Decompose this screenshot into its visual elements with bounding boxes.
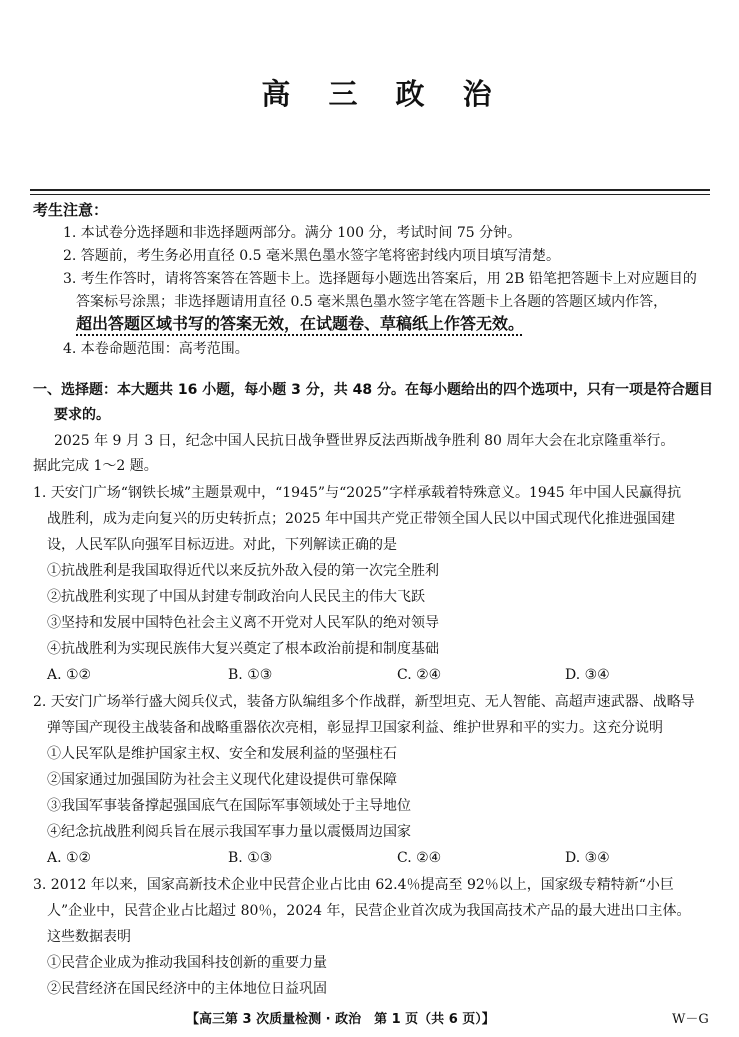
question-1-option-b[interactable]: B. ①③ <box>228 667 273 683</box>
question-2-option-a[interactable]: A. ①② <box>47 850 92 866</box>
section-intro-cont: 据此完成 1～2 题。 <box>33 458 158 474</box>
question-2-statement: ①人民军队是维护国家主权、安全和发展利益的坚强柱石 <box>47 746 397 762</box>
question-1-statement: ④抗战胜利为实现民族伟大复兴奠定了根本政治前提和制度基础 <box>47 641 439 657</box>
question-1-option-d[interactable]: D. ③④ <box>565 667 610 683</box>
section-heading: 一、选择题：本大题共 16 小题，每小题 3 分，共 48 分。在每小题给出的四个选项中，只有一项是符合题目 <box>33 382 713 398</box>
question-2-statement: ④纪念抗战胜利阅兵旨在展示我国军事力量以震慑周边国家 <box>47 824 411 840</box>
question-3-stem: 这些数据表明 <box>47 929 131 945</box>
note-emphasis: 超出答题区域书写的答案无效，在试题卷、草稿纸上作答无效。 <box>76 314 525 333</box>
header-rule <box>30 189 710 191</box>
question-3-stem: 人”企业中，民营企业占比超过 80％，2024 年，民营企业首次成为我国高技术产品的最大进出口主体。 <box>47 903 691 919</box>
note-item: 答案标号涂黑；非选择题请用直径 0.5 毫米黑色墨水签字笔在答题卡上各题的答题区域内作答， <box>76 294 668 310</box>
page-footer: 【高三第 3 次质量检测 · 政治 第 1 页（共 6 页）】 <box>186 1012 495 1027</box>
question-2-option-d[interactable]: D. ③④ <box>565 850 610 866</box>
question-1-statement: ③坚持和发展中国特色社会主义离不开党对人民军队的绝对领导 <box>47 615 439 631</box>
page-title: 高 三 政 治 <box>261 77 506 111</box>
notes-heading: 考生注意： <box>33 201 109 219</box>
section-intro: 2025 年 9 月 3 日，纪念中国人民抗日战争暨世界反法西斯战争胜利 80 周年大会在北京隆重举行。 <box>54 433 675 449</box>
question-1-option-c[interactable]: C. ②④ <box>397 667 442 683</box>
paper-code: W－G <box>672 1012 709 1027</box>
question-2-statement: ②国家通过加强国防为社会主义现代化建设提供可靠保障 <box>47 772 397 788</box>
note-item: 2. 答题前，考生务必用直径 0.5 毫米黑色墨水签字笔将密封线内项目填写清楚。 <box>63 248 560 264</box>
note-item: 4. 本卷命题范围：高考范围。 <box>63 341 249 357</box>
question-2-option-c[interactable]: C. ②④ <box>397 850 442 866</box>
note-item: 1. 本试卷分选择题和非选择题两部分。满分 100 分，考试时间 75 分钟。 <box>63 225 522 241</box>
question-1-stem: 1. 天安门广场“钢铁长城”主题景观中，“1945”与“2025”字样承载着特殊意义。1945 年中国人民赢得抗 <box>33 485 682 501</box>
question-2-statement: ③我国军事装备撑起强国底气在国际军事领域处于主导地位 <box>47 798 411 814</box>
question-1-statement: ②抗战胜利实现了中国从封建专制政治向人民民主的伟大飞跃 <box>47 589 425 605</box>
header-rule-thin <box>30 194 710 195</box>
question-1-option-a[interactable]: A. ①② <box>47 667 92 683</box>
question-2-option-b[interactable]: B. ①③ <box>228 850 273 866</box>
question-1-stem: 战胜利，成为走向复兴的历史转折点；2025 年中国共产党正带领全国人民以中国式现代化推进强国建 <box>47 511 676 527</box>
question-2-stem: 2. 天安门广场举行盛大阅兵仪式，装备方队编组多个作战群，新型坦克、无人智能、高超声速武器、战略导 <box>33 694 695 710</box>
question-3-statement: ②民营经济在国民经济中的主体地位日益巩固 <box>47 981 327 997</box>
question-1-stem: 设，人民军队向强军目标迈进。对此，下列解读正确的是 <box>47 537 397 553</box>
question-3-stem: 3. 2012 年以来，国家高新技术企业中民营企业占比由 62.4％提高至 92％以上，国家级专精特新“小巨 <box>33 877 674 893</box>
question-3-statement: ①民营企业成为推动我国科技创新的重要力量 <box>47 955 327 971</box>
question-2-stem: 弹等国产现役主战装备和战略重器依次亮相，彰显捍卫国家利益、维护世界和平的实力。这充分说明 <box>47 720 663 736</box>
question-1-statement: ①抗战胜利是我国取得近代以来反抗外敌入侵的第一次完全胜利 <box>47 563 439 579</box>
note-item: 3. 考生作答时，请将答案答在答题卡上。选择题每小题选出答案后，用 2B 铅笔把答题卡上对应题目的 <box>63 271 697 287</box>
section-heading-cont: 要求的。 <box>54 407 110 423</box>
